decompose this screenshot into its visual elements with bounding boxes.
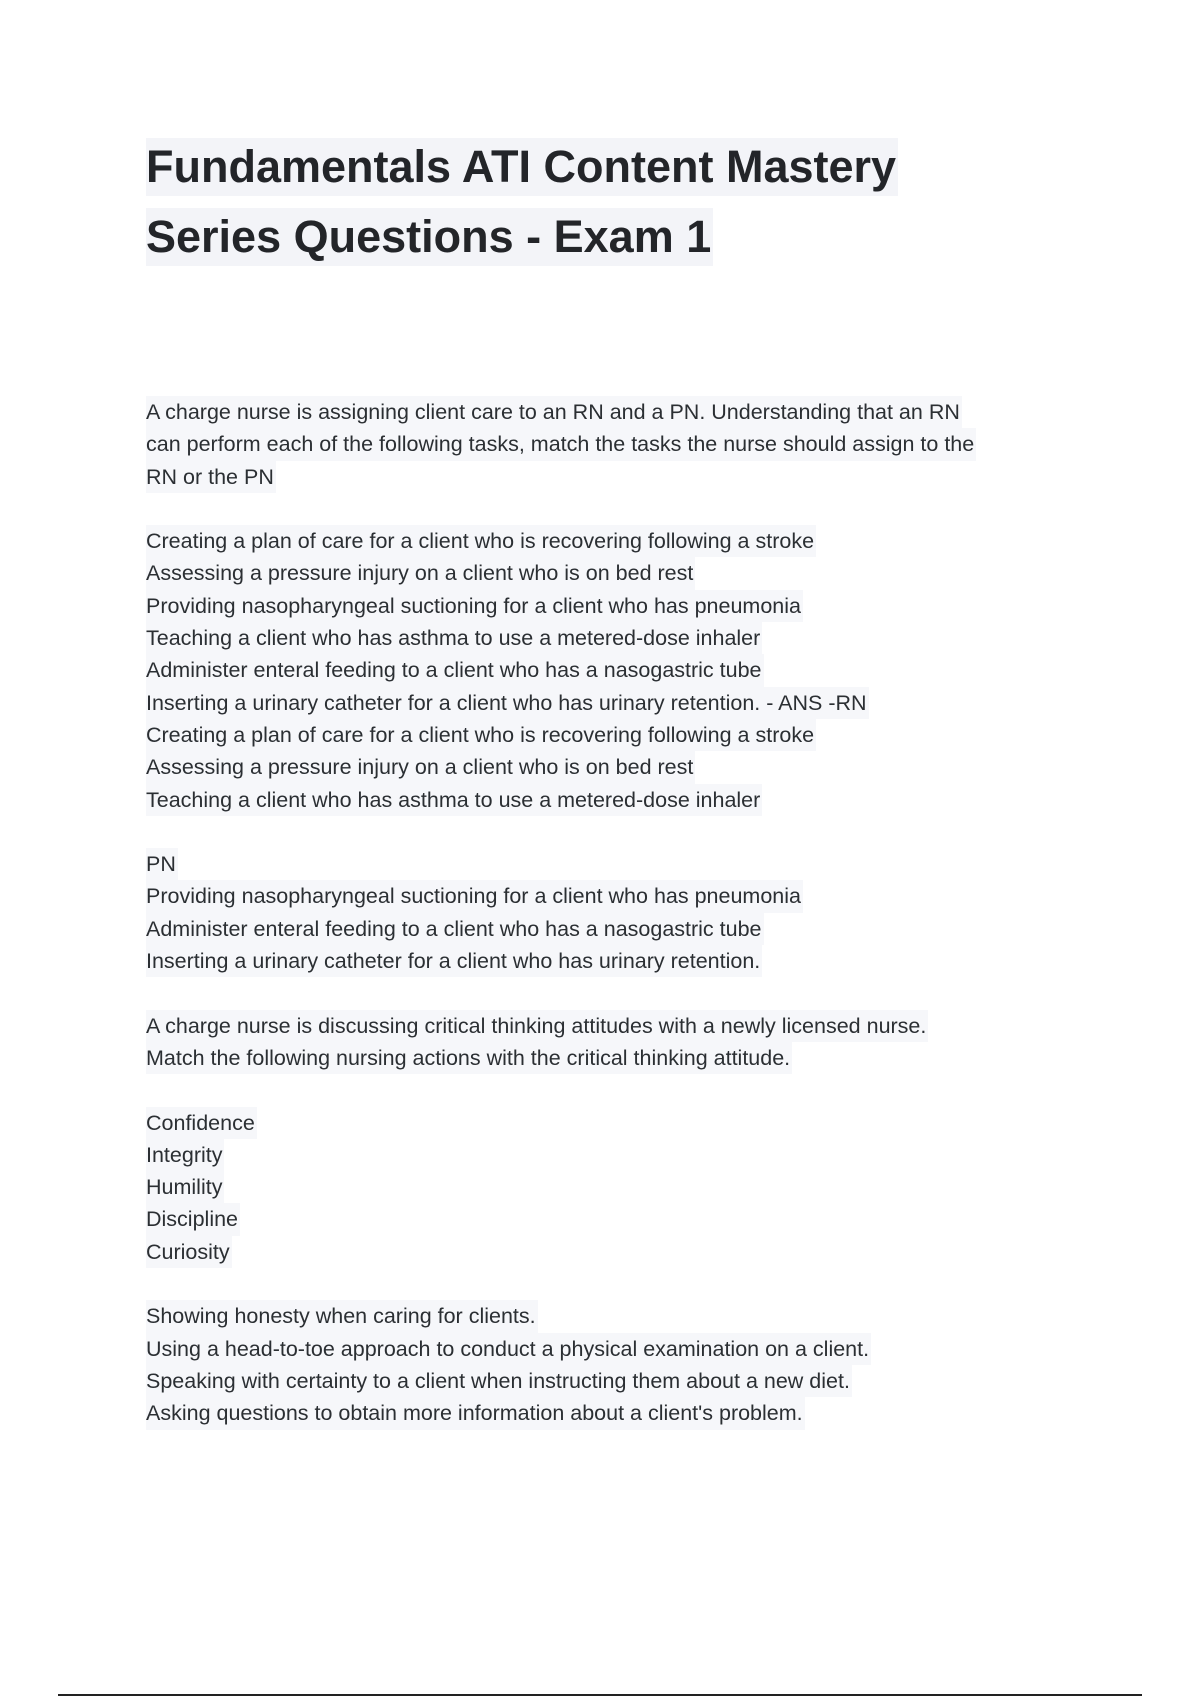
footer-rule (58, 1694, 1142, 1696)
q1-task: Providing nasopharyngeal suctioning for a client who has pneumonia (146, 590, 803, 622)
title-line-1: Fundamentals ATI Content Mastery (146, 138, 898, 196)
q2-attitude: Humility (146, 1171, 224, 1203)
q2-attitude: Discipline (146, 1203, 240, 1235)
q1-task: Assessing a pressure injury on a client who is on bed rest (146, 557, 695, 589)
q1-prompt-line: RN or the PN (146, 461, 276, 493)
q2-action: Asking questions to obtain more information about a client's problem. (146, 1397, 805, 1429)
q2-action: Using a head-to-toe approach to conduct a physical examination on a client. (146, 1333, 871, 1365)
q2-action: Speaking with certainty to a client when instructing them about a new diet. (146, 1365, 852, 1397)
spacer (146, 977, 1086, 1009)
q1-task-answer: Inserting a urinary catheter for a client who has urinary retention. - ANS -RN (146, 687, 869, 719)
q2-action: Showing honesty when caring for clients. (146, 1300, 538, 1332)
q2-attitude: Confidence (146, 1107, 257, 1139)
q1-prompt-line: can perform each of the following tasks, match the tasks the nurse should assign to the (146, 428, 976, 460)
q1-pn-task: Administer enteral feeding to a client who has a nasogastric tube (146, 913, 764, 945)
spacer (146, 493, 1086, 525)
document-page (146, 138, 1086, 1430)
q2-prompt-line: A charge nurse is discussing critical thinking attitudes with a newly licensed nurse. (146, 1010, 928, 1042)
document-title (146, 138, 1086, 278)
q1-prompt-line: A charge nurse is assigning client care to an RN and a PN. Understanding that an RN (146, 396, 962, 428)
q1-rn-task: Creating a plan of care for a client who is recovering following a stroke (146, 719, 816, 751)
q2-prompt-line: Match the following nursing actions with the critical thinking attitude. (146, 1042, 792, 1074)
document-body (146, 396, 1086, 1430)
q1-task: Administer enteral feeding to a client who has a nasogastric tube (146, 654, 764, 686)
q2-attitude: Integrity (146, 1139, 224, 1171)
spacer (146, 1074, 1086, 1106)
q1-task: Creating a plan of care for a client who is recovering following a stroke (146, 525, 816, 557)
q1-rn-task: Assessing a pressure injury on a client who is on bed rest (146, 751, 695, 783)
q1-pn-task: Inserting a urinary catheter for a client who has urinary retention. (146, 945, 762, 977)
title-line-2: Series Questions - Exam 1 (146, 208, 713, 266)
q2-attitude: Curiosity (146, 1236, 232, 1268)
q1-pn-task: Providing nasopharyngeal suctioning for a client who has pneumonia (146, 880, 803, 912)
q1-rn-task: Teaching a client who has asthma to use a metered-dose inhaler (146, 784, 762, 816)
spacer (146, 816, 1086, 848)
pn-heading: PN (146, 848, 178, 880)
q1-task: Teaching a client who has asthma to use a metered-dose inhaler (146, 622, 762, 654)
spacer (146, 1268, 1086, 1300)
